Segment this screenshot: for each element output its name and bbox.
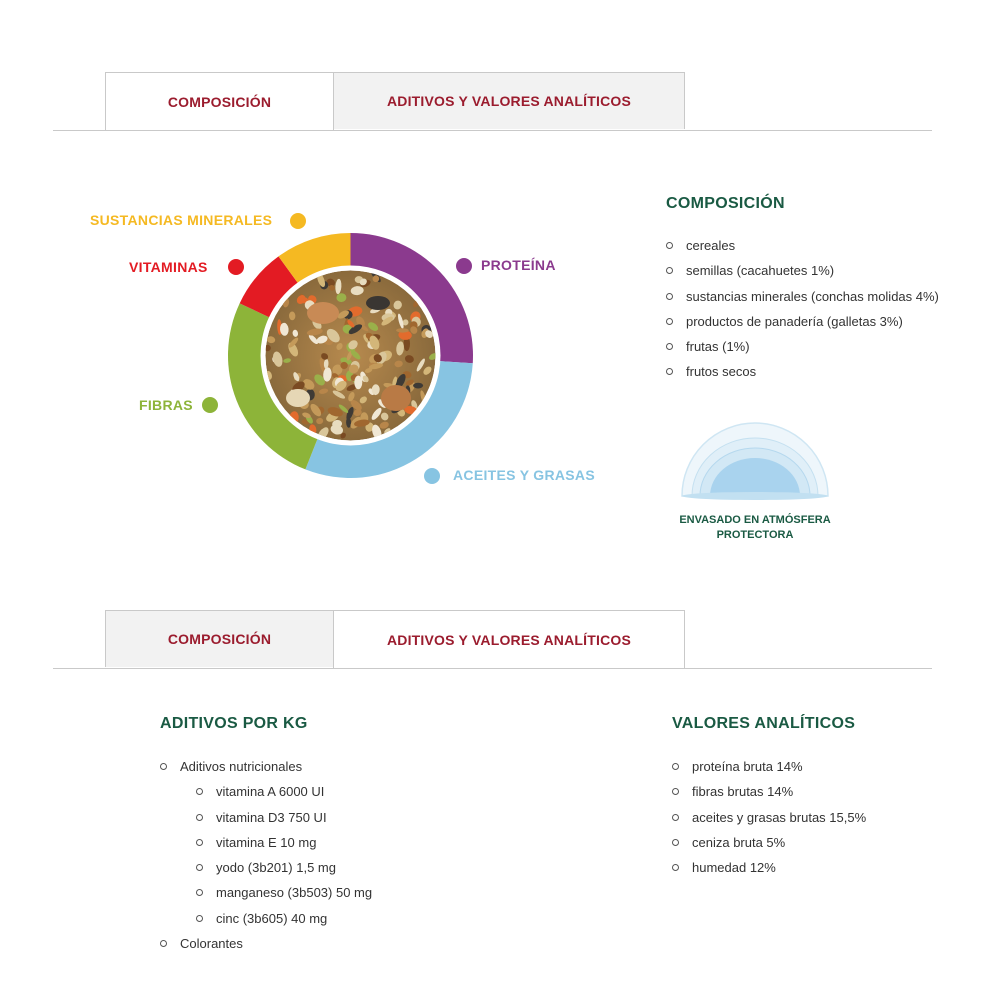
- valores-heading: VALORES ANALÍTICOS: [672, 715, 856, 732]
- sub-list-item: cinc (3b605) 40 mg: [196, 911, 372, 936]
- list-item: cereales: [666, 238, 939, 263]
- list-item: Aditivos nutricionales: [160, 759, 372, 784]
- legend-dot-aceites: [424, 468, 440, 484]
- list-item: Colorantes: [160, 936, 372, 961]
- tab-composicion-top[interactable]: COMPOSICIÓN: [105, 72, 334, 130]
- list-item: productos de panadería (galletas 3%): [666, 314, 939, 339]
- label-aceites: ACEITES Y GRASAS: [453, 467, 595, 483]
- list-item: sustancias minerales (conchas molidas 4%): [666, 289, 939, 314]
- tab-aditivos-bottom[interactable]: ADITIVOS Y VALORES ANALÍTICOS: [333, 610, 685, 668]
- composicion-list: [666, 238, 939, 390]
- badge-line2: PROTECTORA: [716, 529, 794, 541]
- list-item: fibras brutas 14%: [672, 784, 866, 809]
- legend-dot-minerales: [290, 213, 306, 229]
- sub-list-item: yodo (3b201) 1,5 mg: [196, 860, 372, 885]
- list-item: humedad 12%: [672, 860, 866, 885]
- label-vitaminas: VITAMINAS: [129, 259, 208, 275]
- list-item: frutas (1%): [666, 339, 939, 364]
- label-fibras: FIBRAS: [139, 397, 193, 413]
- tab-composicion-bottom[interactable]: COMPOSICIÓN: [105, 610, 334, 667]
- badge-line1: ENVASADO EN ATMÓSFERA: [679, 514, 831, 526]
- tab-bar-top: [53, 72, 932, 131]
- protective-dome-icon: [680, 418, 830, 500]
- legend-dot-vitaminas: [228, 259, 244, 275]
- sub-list-item: vitamina D3 750 UI: [196, 810, 372, 835]
- aditivos-list: [160, 759, 372, 961]
- sub-list-item: vitamina A 6000 UI: [196, 784, 372, 809]
- legend-dot-proteina: [456, 258, 472, 274]
- list-item-nested: [160, 784, 372, 936]
- label-proteina: PROTEÍNA: [481, 257, 556, 273]
- badge-caption: [660, 513, 850, 543]
- sub-list-item: vitamina E 10 mg: [196, 835, 372, 860]
- tab-bar-bottom: [53, 610, 932, 669]
- label-minerales: SUSTANCIAS MINERALES: [90, 212, 273, 228]
- composicion-heading: COMPOSICIÓN: [666, 195, 785, 212]
- legend-dot-fibras: [202, 397, 218, 413]
- composition-donut-chart: [228, 233, 473, 478]
- list-item: ceniza bruta 5%: [672, 835, 866, 860]
- sub-list-item: manganeso (3b503) 50 mg: [196, 885, 372, 910]
- aditivos-heading: ADITIVOS POR KG: [160, 715, 308, 732]
- list-item: frutos secos: [666, 364, 939, 389]
- list-item: semillas (cacahuetes 1%): [666, 263, 939, 288]
- valores-list: [672, 759, 866, 885]
- tab-aditivos-top[interactable]: ADITIVOS Y VALORES ANALÍTICOS: [333, 72, 685, 129]
- list-item: proteína bruta 14%: [672, 759, 866, 784]
- list-item: aceites y grasas brutas 15,5%: [672, 810, 866, 835]
